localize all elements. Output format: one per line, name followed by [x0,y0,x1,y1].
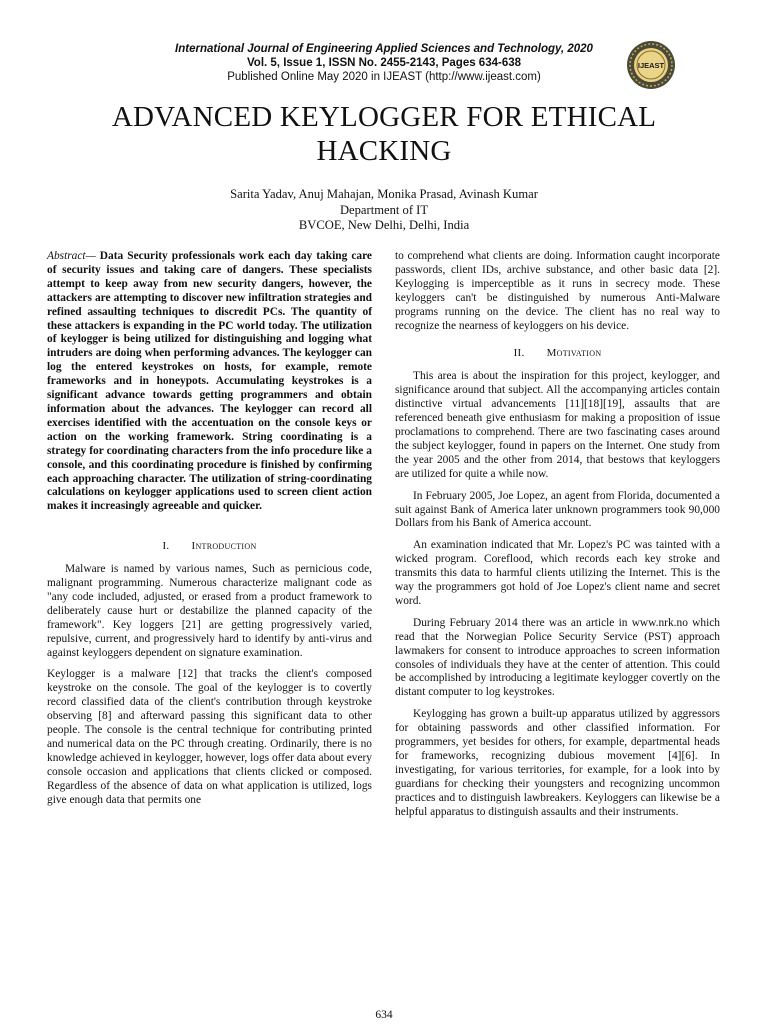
authors-block [0,187,768,234]
journal-name: International Journal of Engineering Applied Sciences and Technology, 2020 [175,43,593,55]
journal-logo [626,40,676,90]
motivation-paragraph-1: This area is about the inspiration for this project, keylogger, and significance around that subject. All the accompanying articles contain distinctive virtual advancements [11][18][19], assaults that are referenced beneath give enthusiasm for making a proposition of issue proclamations to comprehend. There are two fascinating cases around the subject keylogger, found in papers on the Internet. One study from the year 2005 and the other from 2014, that bestows that keyloggers are utilized for quite a while now. [395,370,720,480]
author-names: Sarita Yadav, Anuj Mahajan, Monika Prasad, Avinash Kumar [230,187,538,201]
abstract [47,250,372,514]
author-department: Department of IT [339,202,429,217]
author-institution: BVCOE, New Delhi, Delhi, India [298,218,470,232]
abstract-label: Abstract— [47,250,96,262]
section-number: II. [513,347,525,360]
section-heading-motivation [395,347,720,361]
section-title: Motivation [546,347,602,360]
intro-paragraph-2: Keylogger is a malware [12] that tracks the client's composed keystroke on the console. The goal of the keylogger is to covertly record classified data of the client's contribution through keystroke observing [8] and afterward passing this significant data to other people. The console is the central technique for contributing printed and numerical data on the PC through creating. Ordinarily, there is no knowledge achieved in keylogger, however, logs offer data about every console occasion and applications that clients clicked or composed. Regardless of the absence of data on what application is utilized, logs give enough data that permits one [47,668,372,806]
journal-published: Published Online May 2020 in IJEAST (http://www.ijeast.com) [227,71,541,83]
motivation-paragraph-3: An examination indicated that Mr. Lopez's PC was tainted with a wicked program. Coreflood, which records each key stroke and transmits this data to harmful clients utilizing the Internet. This is the way the programmers got hold of Joe Lopez's client name and secret word. [395,539,720,607]
section-title: Introduction [191,540,257,553]
motivation-paragraph-4: During February 2014 there was an article in www.nrk.no which read that the Norwegian Police Security Service (PST) approach lawmakers for consent to introduce approaches to screen information consoles of individuals they have at the center of attention. This could be accomplished by introducing a legitimate keylogger covertly on the distant computer to log keystrokes. [395,616,720,699]
section-heading-introduction [47,540,372,554]
intro-paragraph-1: Malware is named by various names, Such as pernicious code, malignant programming. Numerous characterize malignant code as "any code included, adjusted, or erased from a product framework to deliberately cause hurt or destabilize the planned capacity of the framework". Key loggers [21] are getting progressively varied, repulsive, current, and progressively hard to identify by anti-virus and against keyloggers dependent on signature examination. [47,563,372,659]
motivation-paragraph-5: Keylogging has grown a built-up apparatus utilized by aggressors for obtaining passwords and other classified information. For programmers, yet besides for others, for example, departmental heads for frameworks, recognizing dubious movement [4][6]. In investigating, for various territories, for example, for a look into by guardians for checking their youngsters and recognizing uncommon practices and to distinguish lawbreakers. Keyloggers can likewise be a helpful apparatus to distinguish assaults and their instruments. [395,708,720,818]
right-column [395,250,720,828]
page-number: 634 [375,1009,393,1021]
abstract-text: Data Security professionals work each day taking care of security issues and taking care of dangers. These specialists attempt to keep away from new security dangers, however, the attackers are attempting to discover new infiltration strategies and refined assaulting techniques to discredit PCs. The quantity of these attackers is expanding in the PC world today. The utilization of keylogger is being utilized for distinguishing and logging what intruders are doing when performing advances. The keylogger can log the entered keystrokes on hosts, for example, remote frameworks and in honeypots. Accumulating keystrokes is a significant advance towards getting programmers and obtain information about the advances. The keylogger can record all exercises identified with the accentuation on the console keys or action on the working framework. String coordinating is a strategy for coordinating characters from the info procedure like a console, and this coordinating procedure is finished by confirming each approaching character. The utilization of string-coordinating calculations on keylogger applications used to screen client action makes it increasingly agreeable and quicker. [47,250,372,513]
intro-paragraph-2-continued: to comprehend what clients are doing. Information caught incorporate passwords, client IDs, archive substance, and other basic data [2]. Keylogging is imperceptible as it runs in secrecy mode. These keyloggers can't be distinguished by numerous Anti-Malware programs running on the device. The client has no real way to recognize the nearness of keyloggers on his device. [395,250,720,332]
paper-title: ADVANCED KEYLOGGER FOR ETHICAL HACKING [111,101,657,167]
logo-text: IJEAST [637,61,665,70]
motivation-paragraph-2: In February 2005, Joe Lopez, an agent from Florida, documented a suit against Bank of America later unknown programmers took 90,000 Dollars from his Bank of America account. [395,489,720,530]
journal-volume: Vol. 5, Issue 1, ISSN No. 2455-2143, Pages 634-638 [246,57,522,69]
section-number: I. [162,540,170,553]
left-column [47,250,372,816]
